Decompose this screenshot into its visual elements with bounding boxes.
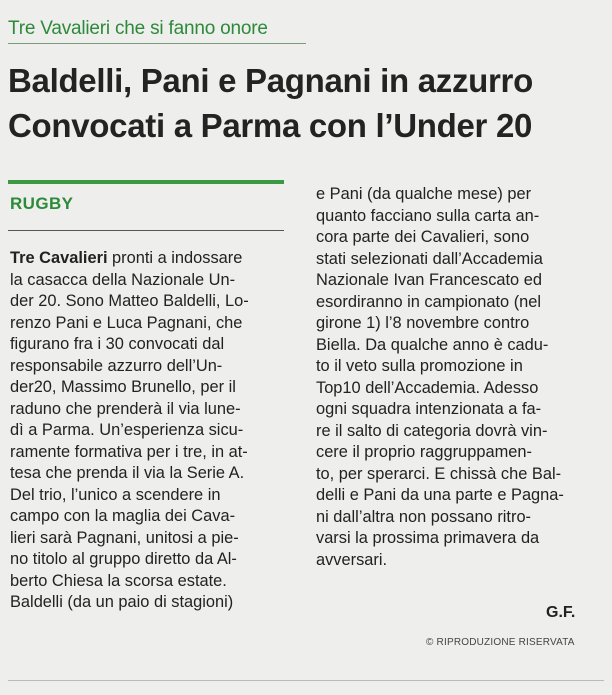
article-line: lieri sarà Pagnani, unitosi a pie- bbox=[10, 528, 239, 547]
article-column-right bbox=[316, 184, 594, 571]
article-column-left bbox=[10, 248, 288, 614]
article-line: esordiranno in campionato (nel bbox=[316, 292, 542, 311]
article-line: tesa che prenda il via la Serie A. bbox=[10, 464, 245, 482]
article-line: avversari. bbox=[316, 550, 388, 569]
article-line: quanto facciano sulla carta an- bbox=[316, 206, 540, 225]
section-divider bbox=[8, 230, 284, 231]
article-line: responsabile azzurro dell’Un- bbox=[10, 356, 223, 375]
article-line: delli e Pani da una parte e Pagna- bbox=[316, 486, 564, 504]
article-line: Nazionale Ivan Francescato ed bbox=[316, 271, 542, 289]
copyright-notice: © RIPRODUZIONE RISERVATA bbox=[426, 637, 575, 648]
headline-line-1: Baldelli, Pani e Pagnani in azzurro bbox=[8, 62, 533, 99]
article-line: Top10 dell’Accademia. Adesso bbox=[316, 378, 539, 397]
article-line: dì a Parma. Un’esperienza sicu- bbox=[10, 421, 244, 439]
headline-line-2: Convocati a Parma con l’Under 20 bbox=[8, 107, 533, 144]
article-line: ogni squadra intenzionata a fa- bbox=[316, 400, 542, 418]
article-line: cora parte dei Cavalieri, sono bbox=[316, 228, 530, 246]
kicker-underline bbox=[8, 43, 306, 44]
author-signature: G.F. bbox=[546, 604, 576, 621]
article-line: la casacca della Nazionale Un- bbox=[10, 270, 236, 289]
article-lead: Tre Cavalieri bbox=[10, 249, 108, 267]
article-line: Baldelli (da un paio di stagioni) bbox=[10, 593, 234, 611]
kicker: Tre Vavalieri che si fanno onore bbox=[8, 18, 268, 39]
article-line bbox=[10, 248, 288, 270]
article-line: der 20. Sono Matteo Baldelli, Lo- bbox=[10, 292, 249, 310]
article-line: stati selezionati dall’Accademia bbox=[316, 249, 543, 268]
article-line: ni dall’altra non possano ritro- bbox=[316, 507, 532, 526]
article-line: berto Chiesa la scorsa estate. bbox=[10, 571, 227, 590]
article-line: der20, Massimo Brunello, per il bbox=[10, 378, 236, 396]
article-line: renzo Pani e Luca Pagnani, che bbox=[10, 313, 243, 332]
article-line: cere il proprio raggruppamen- bbox=[316, 443, 532, 461]
article-line: ramente formativa per i tre, in at- bbox=[10, 442, 248, 461]
article-line: campo con la maglia dei Cava- bbox=[10, 507, 236, 525]
article-line: no titolo al gruppo diretto da Al- bbox=[10, 550, 237, 568]
article-line: raduno che prenderà il via lune- bbox=[10, 399, 241, 418]
article-line: to il veto sulla promozione in bbox=[316, 357, 523, 375]
article-line: to, per sperarci. E chissà che Bal- bbox=[316, 464, 562, 483]
right-lines bbox=[316, 184, 594, 571]
article-line: girone 1) l’8 novembre contro bbox=[316, 314, 530, 332]
bottom-divider bbox=[8, 680, 604, 681]
headline bbox=[8, 58, 608, 148]
section-label: RUGBY bbox=[10, 194, 74, 213]
article-line: Biella. Da qualche anno è cadu- bbox=[316, 335, 549, 354]
article-lead-rest: pronti a indossare bbox=[107, 249, 243, 267]
article-line: Del trio, l’unico a scendere in bbox=[10, 485, 221, 504]
article-line: re il salto di categoria dovrà vin- bbox=[316, 421, 548, 440]
article-line: varsi la prossima primavera da bbox=[316, 529, 540, 547]
section-bar bbox=[8, 180, 284, 184]
article-line: figurano fra i 30 convocati dal bbox=[10, 335, 225, 353]
article-line: e Pani (da qualche mese) per bbox=[316, 185, 532, 203]
left-lines bbox=[10, 270, 288, 614]
